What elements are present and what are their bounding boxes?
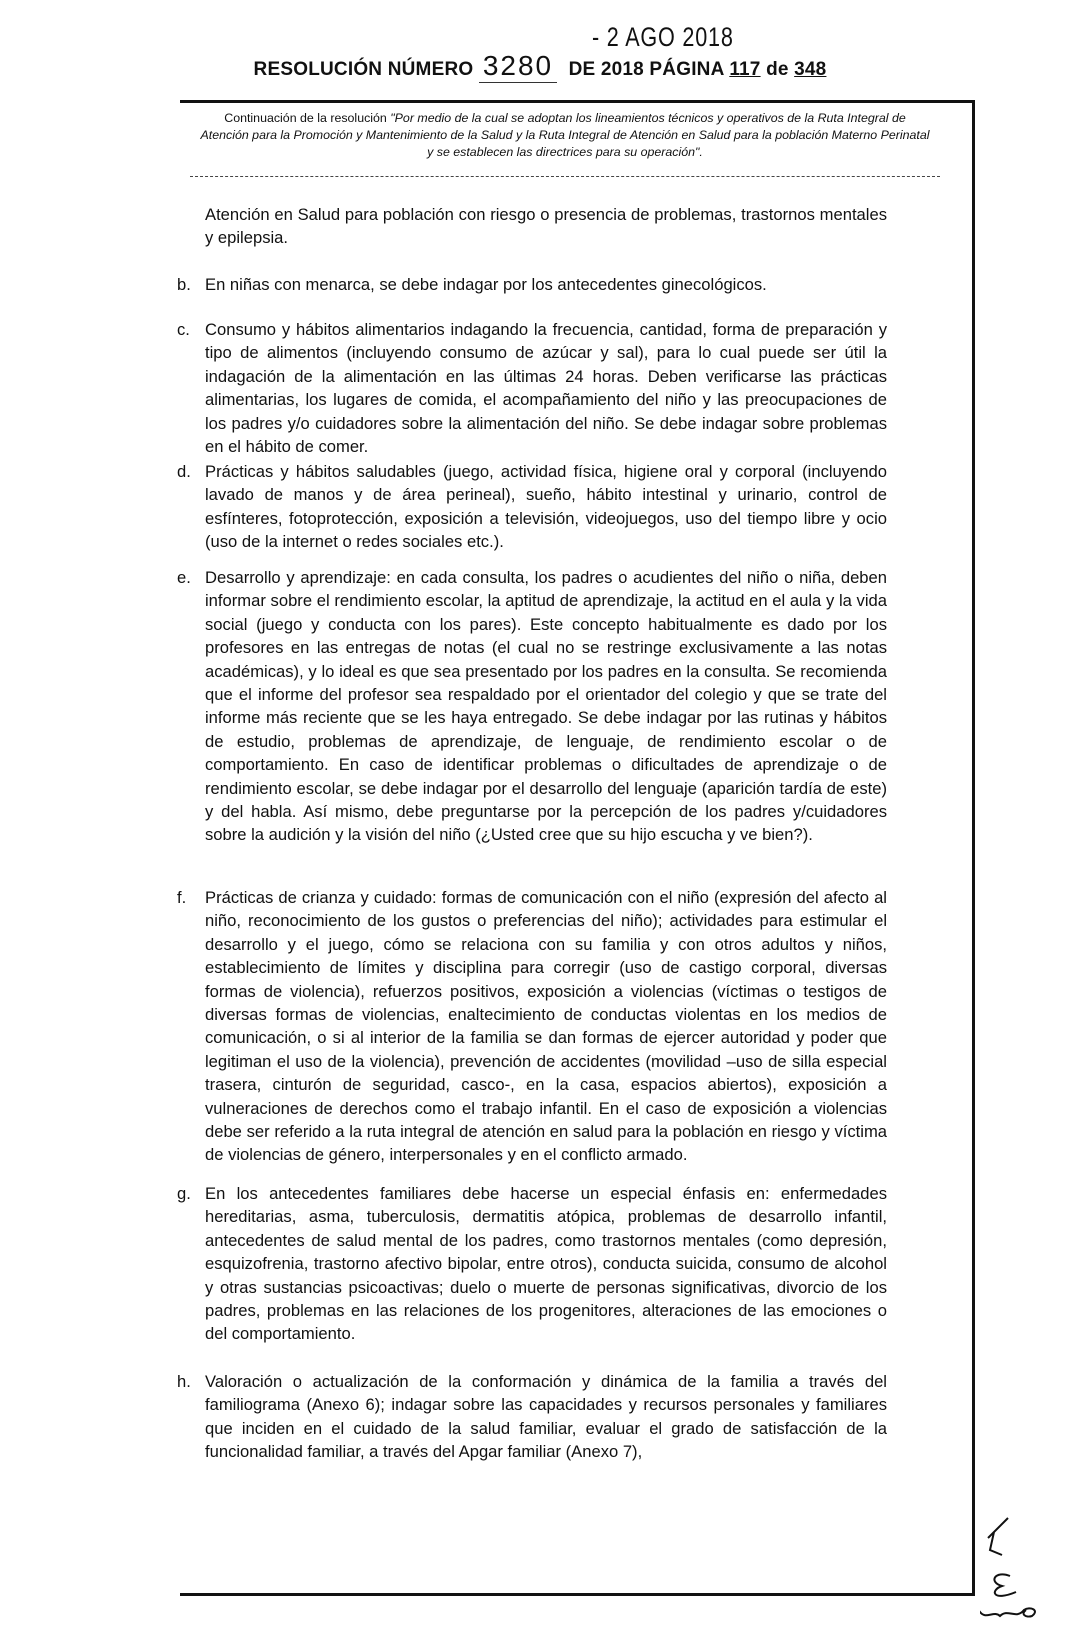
header-mid: DE 2018 PÁGINA (568, 59, 724, 80)
list-item: f. Prácticas de crianza y cuidado: formas de comunicación con el niño (expresión del afecto al niño, reconocimiento de los gustos o preferencias del niño); actividades para estimular el desarrollo y el juego, cómo se relaciona con su familia y con otros adultos y niños, establecimiento de límites y disciplina para corregir (uso de castigo corporal, diversas formas de violencia), refuerzos positivos, exposición a violencias (víctimas o testigos de diversas formas de violencias, enaltecimiento de conductas violentas en los medios de comunicación, o si al interior de la familia se dan formas de ejercer autoridad y poder que legitiman el uso de la violencia), prevención de accidentes (movilidad –uso de silla especial trasera, cinturón de seguridad, casco-, en la casa, espacios abiertos), exposición a vulneraciones de derechos como el trabajo infantil. En el caso de exposición a violencias debe ser referido a la ruta integral de atención en salud para la población en riesgo y víctima de violencias de género, interpersonales y en el conflicto armado. (177, 888, 887, 1165)
list-item: c. Consumo y hábitos alimentarios indagando la frecuencia, cantidad, forma de preparación y tipo de alimentos (incluyendo consumo de azúcar y sal), para lo cual puede ser útil la indagación de la alimentación en las últimas 24 horas. Deben verificarse las prácticas alimentarias, los lugares de comida, el acompañamiento del niño y las preocupaciones de los padres y/o cuidadores sobre la alimentación del niño. Se debe indagar sobre problemas en el hábito de comer. (177, 320, 887, 457)
continuation-note (200, 110, 930, 161)
list-item: h. Valoración o actualización de la conformación y dinámica de la familia a través del familiograma (Anexo 6); indagar sobre las capacidades y recursos personales y familiares que inciden en el cuidado de la salud familiar, evaluar el grado de satisfacción de la funcionalidad familiar, a través del Apgar familiar (Anexo 7), (177, 1372, 887, 1462)
dashed-divider (190, 176, 940, 177)
list-item: d. Prácticas y hábitos saludables (juego, actividad física, higiene oral y corporal (incluyendo lavado de manos y de área perineal), sueño, hábito intestinal y urinario, control de esfínteres, fotoprotección, exposición a televisión, videojuegos, uso del tiempo libre y ocio (uso de la internet o redes sociales etc.). (177, 462, 887, 552)
list-item: b. En niñas con menarca, se debe indagar por los antecedentes ginecológicos. (177, 275, 767, 294)
header-of: de (766, 59, 789, 80)
page-number: 117 (729, 59, 761, 80)
resolution-header (0, 50, 1080, 83)
list-item: e. Desarrollo y aprendizaje: en cada consulta, los padres o acudientes del niño o niña, deben informar sobre el rendimiento escolar, la aptitud de aprendizaje, la actitud en el aula y la vida social (juego y conducta con los pares). Este concepto habitualmente es dado por los profesores en las entregas de notas (el cual no se restringe exclusivamente a las notas académicas), y lo ideal es que sea presentado por los padres en la consulta. Se recomienda que el informe del profesor sea respaldado por el orientador del colegio y que se trate del informe más reciente que se les haya entregado. Se debe indagar por las rutinas y hábitos de estudio, problemas de aprendizaje, de lenguaje, de rendimiento escolar o de comportamiento. En caso de identificar problemas o dificultades de aprendizaje o de rendimiento escolar, se debe indagar por el desarrollo del lenguaje (aparición tardía de este) y del habla. Así mismo, debe preguntarse por la percepción de los padres y/cuidadores sobre la audición y la visión del niño (¿Usted cree que su hijo escucha y ve bien?). (177, 568, 887, 845)
page-total: 348 (794, 59, 827, 80)
continuation-italic: "Por medio de la cual se adoptan los lineamientos técnicos y operativos de la Ruta Integral de Atención para la Promoción y Mantenimiento de la Salud y la Ruta Integral de Atención en Salud para la población Materno Perinatal y se establecen las directrices para su operación". (200, 111, 930, 159)
date-stamp: - 2 AGO 2018 (592, 22, 734, 52)
resolution-number: 3280 (479, 50, 557, 83)
header-prefix: RESOLUCIÓN NÚMERO (253, 59, 474, 80)
intro-paragraph: Atención en Salud para población con riesgo o presencia de problemas, trastornos mentales y epilepsia. (205, 205, 887, 248)
continuation-normal: Continuación de la resolución (224, 111, 391, 125)
handwritten-initials-signature (980, 1510, 1070, 1640)
list-item: g. En los antecedentes familiares debe hacerse un especial énfasis en: enfermedades hereditarias, asma, tuberculosis, dermatitis atópica, problemas de desarrollo infantil, antecedentes de salud mental de los padres, como trastornos mentales (como depresión, esquizofrenia, trastorno afectivo bipolar, entre otros), conducta suicida, consumo de alcohol y otras sustancias psicoactivas; duelo o muerte de personas significativas, divorcio de los padres, problemas en las relaciones de los progenitores, alteraciones de las emociones o del comportamiento. (177, 1184, 887, 1344)
